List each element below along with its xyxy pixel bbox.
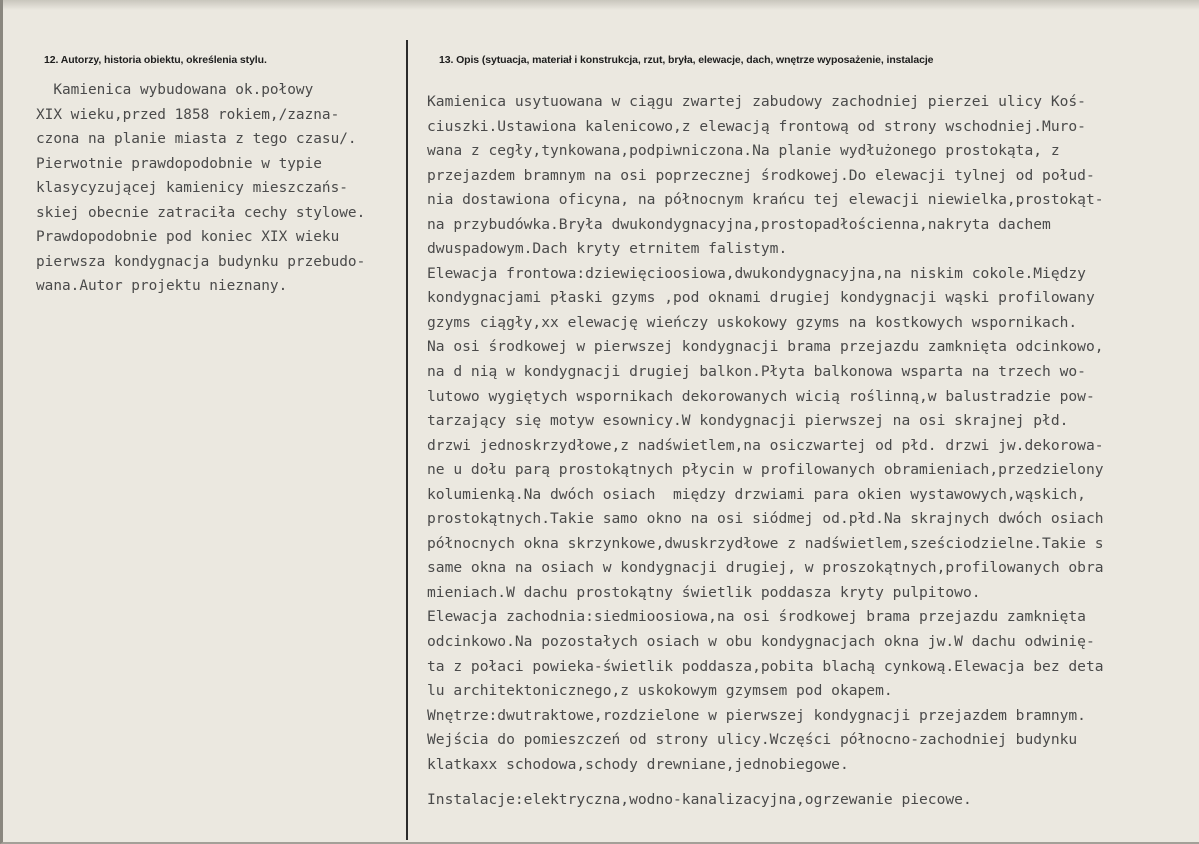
section-12-heading: 12. Autorzy, historia obiektu, określenia stylu. [44, 54, 267, 66]
text-line: prostokątnych.Takie samo okno na osi siódmej od.płd.Na skrajnych dwóch osiach [427, 510, 1104, 528]
text-line: czona na planie miasta z tego czasu/. [36, 131, 357, 147]
text-line: Pierwotnie prawdopodobnie w typie [36, 155, 322, 172]
text-line: Wnętrze:dwutraktowe,rozdzielone w pierwszej kondygnacji przejazdem bramnym. [427, 706, 1086, 724]
text-line: klatkaxx schodowa,schody drewniane,jednobiegowe. [427, 755, 849, 773]
text-line: przejazdem bramnym na osi poprzecznej środkowej.Do elewacji tylnej od połud- [427, 166, 1095, 184]
text-line: wana.Autor projektu nieznany. [36, 278, 288, 294]
text-line: Kamienica wybudowana ok.połowy [36, 82, 314, 98]
column-divider [406, 40, 408, 840]
text-line: Prawdopodobnie pod koniec XIX wieku [36, 229, 340, 245]
text-line: same okna na osiach w kondygnacji drugiej, w proszokątnych,profilowanych obra [427, 559, 1104, 577]
text-line: Kamienica usytuowana w ciągu zwartej zabudowy zachodniej pierzei ulicy Koś- [427, 93, 1086, 110]
text-line: mieniach.W dachu prostokątny świetlik poddasza kryty pulpitowo. [427, 583, 981, 601]
text-line: Na osi środkowej w pierwszej kondygnacji brama przejazdu zamknięta odcinkowo, [427, 338, 1104, 356]
text-line: gzyms ciągły,xx elewację wieńczy uskokowy gzyms na kostkowych wspornikach. [427, 313, 1078, 331]
text-line: klasycyzującej kamienicy mieszczańs- [36, 180, 348, 196]
section-12-text [36, 78, 404, 299]
text-line: Wejścia do pomieszczeń od strony ulicy.Wczęści północno-zachodniej budynku [427, 731, 1078, 749]
text-line: kondygnacjami płaski gzyms ,pod oknami drugiej kondygnacji wąski profilowany [427, 289, 1095, 307]
text-line: Elewacja frontowa:dziewięcioosiowa,dwukondygnacyjna,na niskim cokole.Między [427, 264, 1086, 282]
text-line: Instalacje:elektryczna,wodno-kanalizacyjna,ogrzewanie piecowe. [427, 791, 972, 809]
text-line: ne u dołu parą prostokątnych płycin w profilowanych obramieniach,przedzielony [427, 461, 1104, 479]
text-line: XIX wieku,przed 1858 rokiem,/zazna- [36, 106, 340, 123]
section-13-heading: 13. Opis (sytuacja, materiał i konstrukcja, rzut, bryła, elewacje, dach, wnętrze wyposażenie, instalacje [439, 54, 934, 66]
text-line: wana z cegły,tynkowana,podpiwniczona.Na planie wydłużonego prostokąta, z [427, 142, 1060, 160]
text-line: skiej obecnie zatraciła cechy stylowe. [36, 204, 366, 221]
text-line: Elewacja zachodnia:siedmioosiowa,na osi środkowej brama przejazdu zamknięta [427, 608, 1086, 626]
text-line: tarzający się motyw esownicy.W kondygnacji pierwszej na osi skrajnej płd. [427, 412, 1069, 430]
text-line: dwuspadowym.Dach kryty etrnitem falistym. [427, 240, 788, 258]
text-line: drzwi jednoskrzydłowe,z nadświetlem,na osiczwartej od płd. drzwi jw.dekorowa- [427, 436, 1104, 454]
text-line: nia dostawiona oficyna, na północnym krańcu tej elewacji niewielka,prostokąt- [427, 191, 1104, 209]
section-13-text [427, 90, 1197, 813]
text-line: ta z połaci powieka-świetlik poddasza,pobita blachą cynkową.Elewacja bez deta [427, 657, 1104, 675]
text-line: kolumienką.Na dwóch osiach między drzwiami para okien wystawowych,wąskich, [427, 485, 1086, 503]
text-line: na d nią w kondygnacji drugiej balkon.Płyta balkonowa wsparta na trzech wo- [427, 363, 1086, 381]
text-line: ciuszki.Ustawiona kalenicowo,z elewacją frontową od strony wschodniej.Muro- [427, 117, 1086, 135]
text-line: pierwsza kondygnacja budynku przebudo- [36, 253, 366, 270]
paragraph-gap [427, 777, 1197, 788]
text-line: lutowo wygiętych wspornikach dekorowanych wicią roślinną,w balustradzie pow- [427, 387, 1095, 405]
text-line: północnych okna skrzynkowe,dwuskrzydłowe z nadświetlem,sześciodzielne.Takie s [427, 534, 1104, 552]
text-line: lu architektonicznego,z uskokowym gzymsem pod okapem. [427, 682, 893, 700]
text-line: na przybudówka.Bryła dwukondygnacyjna,prostopadłościenna,nakryta dachem [427, 215, 1051, 233]
text-line: odcinkowo.Na pozostałych osiach w obu kondygnacjach okna jw.W dachu odwinię- [427, 633, 1095, 651]
